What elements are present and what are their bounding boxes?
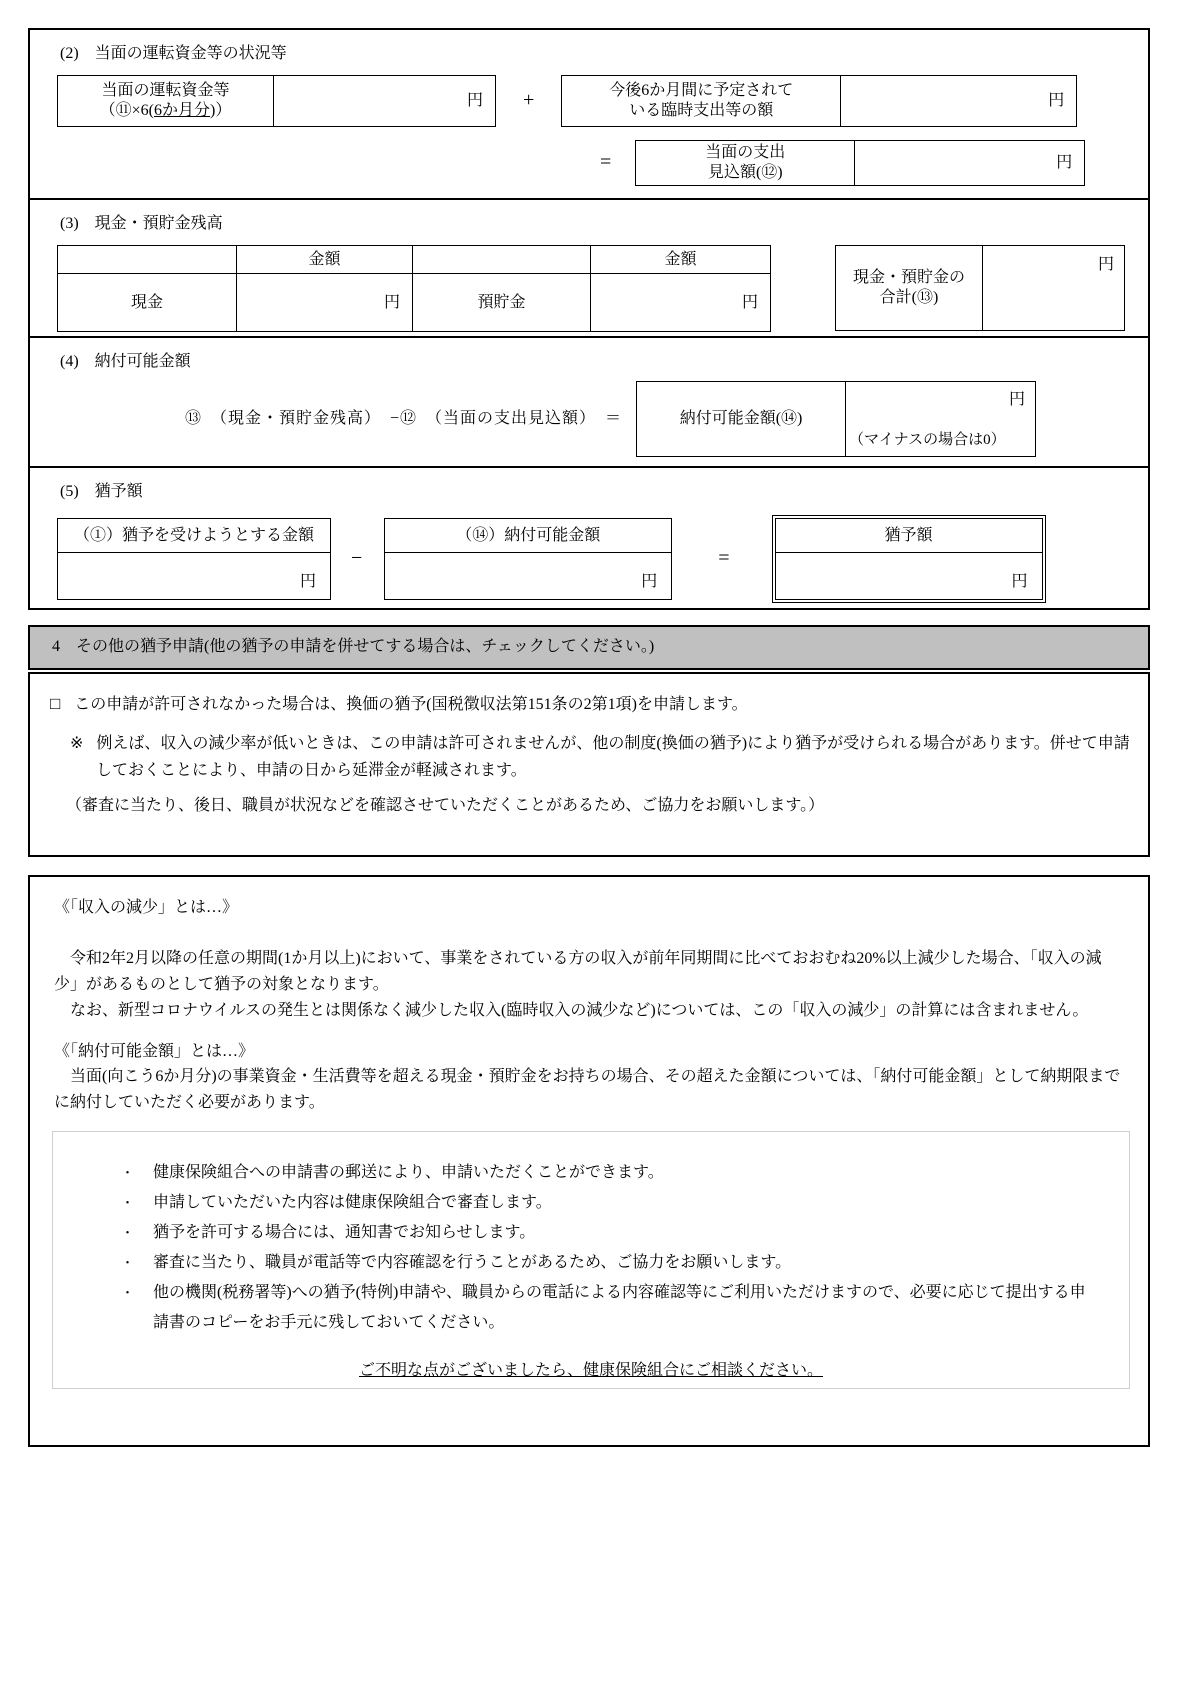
section-2-row-2 xyxy=(600,140,1148,186)
bullet-marker: ・ xyxy=(121,1194,135,1210)
bullet-marker: ・ xyxy=(121,1224,135,1240)
section-3-cash-deposits xyxy=(30,200,1148,338)
procedure-notes-list xyxy=(53,1158,1129,1338)
list-item-text: 申請していただいた内容は健康保険組合で審査します。 xyxy=(153,1193,552,1211)
list-item-text: 審査に当たり、職員が電話等で内容確認を行うことがあるため、ご協力をお願いします。 xyxy=(153,1253,792,1271)
contact-note xyxy=(53,1360,1129,1382)
section-5-title: (5) 猶予額 xyxy=(60,483,143,500)
section-5-deferment-amount xyxy=(30,468,1148,608)
section-2-working-funds xyxy=(30,30,1148,200)
section-3-row xyxy=(57,245,1148,332)
yen-unit-label: 円 xyxy=(383,293,400,311)
yen-unit-label: 円 xyxy=(641,573,658,590)
list-item xyxy=(53,1158,1099,1188)
payable-amount-label: 納付可能金額(⑭) xyxy=(679,409,803,427)
exchange-deferment-label: この申請が許可されなかった場合は、換価の猶予(国税徴収法第151条の2第1項)を申請します。 xyxy=(74,696,748,713)
section-2-row-1 xyxy=(57,75,1148,127)
expected-expenses-label-line2: 見込額(⑫) xyxy=(707,164,783,182)
yen-unit-label: 円 xyxy=(1011,573,1028,590)
operating-funds-label xyxy=(58,76,273,126)
income-decrease-paragraph-2: なお、新型コロナウイルスの発生とは関係なく減少した収入(臨時収入の減少など)については、この「収入の減少」の計算には含まれません。 xyxy=(54,1002,1089,1020)
income-decrease-heading: 《「収入の減少」とは…》 xyxy=(54,899,239,916)
operating-funds-box xyxy=(57,75,496,127)
bullet-marker: ・ xyxy=(121,1284,135,1300)
list-item-text: 他の機関(税務署等)への猶予(特例)申請や、職員からの電話による内容確認等にご利用いただけますので、必要に応じて提出する申請書のコピーをお手元に残しておいてください。 xyxy=(153,1283,1086,1331)
income-decrease-paragraph-1: 令和2年2月以降の任意の期間(1か月以上)において、事業をされている方の収入が前年同期間に比べておおむね20%以上減少した場合、「収入の減少」があるものとして猶予の対象となります。 xyxy=(54,950,1102,994)
minus-operator: − xyxy=(351,547,363,570)
contact-note-text: ご不明な点がございましたら、健康保険組合にご相談ください。 xyxy=(358,1361,823,1379)
amount-column-header: 金額 xyxy=(590,246,770,274)
payable-amount-ref-box xyxy=(384,518,672,600)
section-4-row xyxy=(185,381,1148,457)
other-deferment-header-text: 4 その他の猶予申請(他の猶予の申請を併せてする場合は、チェックしてください。) xyxy=(52,638,655,656)
payable-amount-heading: 《「納付可能金額」とは…》 xyxy=(54,1043,255,1061)
operating-funds-amount-field[interactable] xyxy=(273,76,495,126)
empty-header-cell xyxy=(412,246,590,274)
payable-amount-ref-label: （⑭）納付可能金額 xyxy=(385,519,671,553)
payable-amount-formula: ⑬ （現金・預貯金残高） −⑫ （当面の支出見込額） ＝ xyxy=(185,410,623,428)
payable-amount-ref-field[interactable] xyxy=(385,553,671,599)
expected-expenses-label xyxy=(636,141,854,185)
temporary-expenses-label-line1: 今後6か月間に予定されて xyxy=(609,81,794,99)
list-item-text: 猶予を許可する場合には、通知書でお知らせします。 xyxy=(153,1223,536,1241)
empty-header-cell xyxy=(58,246,236,274)
deferment-amount-label: 猶予額 xyxy=(776,519,1042,553)
other-deferment-box xyxy=(28,672,1150,857)
yen-unit-label: 円 xyxy=(299,573,316,590)
section-3-title: (3) 現金・預貯金残高 xyxy=(60,215,223,232)
label-suffix: )） xyxy=(210,102,232,120)
cash-deposit-total-label xyxy=(836,246,982,330)
yen-unit-label: 円 xyxy=(1097,256,1114,274)
payable-amount-box xyxy=(636,381,1036,457)
negative-zero-note: （マイナスの場合は0） xyxy=(849,432,1006,449)
requested-amount-box xyxy=(57,518,331,600)
temporary-expenses-box xyxy=(561,75,1077,127)
yen-unit-label: 円 xyxy=(1048,92,1065,110)
bullet-marker: ・ xyxy=(121,1254,135,1270)
total-label-line1: 現金・預貯金の xyxy=(852,268,965,286)
reference-note xyxy=(50,731,1130,784)
deferment-amount-field[interactable] xyxy=(776,553,1042,599)
list-item xyxy=(53,1218,1099,1248)
temporary-expenses-label xyxy=(562,76,840,126)
guidance-box xyxy=(28,875,1150,1447)
plus-operator: + xyxy=(523,89,535,112)
list-item-text: 健康保険組合への申請書の郵送により、申請いただくことができます。 xyxy=(153,1163,664,1181)
section-4-title: (4) 納付可能金額 xyxy=(60,353,191,370)
deferment-amount-box xyxy=(772,515,1046,603)
cash-deposit-total-box xyxy=(835,245,1125,331)
bullet-marker: ・ xyxy=(121,1164,135,1180)
deposit-amount-field[interactable] xyxy=(590,274,770,331)
reference-note-marker: ※ xyxy=(70,735,84,753)
requested-amount-field[interactable] xyxy=(58,553,330,599)
cash-row-label: 現金 xyxy=(130,293,163,311)
expected-expenses-box xyxy=(635,140,1085,186)
section-4-payable-amount xyxy=(30,338,1148,468)
operating-funds-label-line2 xyxy=(100,101,232,122)
section-5-row xyxy=(57,515,1148,603)
payable-amount-paragraph: 当面(向こう6か月分)の事業資金・生活費等を超える現金・預貯金をお持ちの場合、その超えた金額については、「納付可能金額」として納期限までに納付していただく必要があります。 xyxy=(54,1067,1121,1111)
list-item xyxy=(53,1248,1099,1278)
cash-deposit-table xyxy=(57,245,771,332)
cash-deposit-total-field[interactable] xyxy=(982,246,1124,330)
reference-note-text: 例えば、収入の減少率が低いときは、この申請は許可されませんが、他の制度(換価の猶予)により猶予が受けられる場合があります。併せて申請しておくことにより、申請の日から延滞金が軽減されます。 xyxy=(96,735,1130,779)
yen-unit-label: 円 xyxy=(1056,154,1073,172)
total-label-line2: 合計(⑬) xyxy=(879,289,939,307)
list-item xyxy=(53,1188,1099,1218)
payable-amount-field[interactable] xyxy=(845,382,1035,456)
exchange-deferment-row xyxy=(50,692,1130,716)
section-2-title: (2) 当面の運転資金等の状況等 xyxy=(60,45,287,62)
equals-operator: = xyxy=(718,547,730,570)
label-prefix: （⑪×6( xyxy=(99,102,154,120)
equals-operator: = xyxy=(600,151,612,174)
operating-funds-label-line1: 当面の運転資金等 xyxy=(101,81,230,99)
cash-amount-field[interactable] xyxy=(236,274,412,331)
worksheet-frame xyxy=(28,28,1150,610)
list-item xyxy=(53,1278,1099,1338)
yen-unit-label: 円 xyxy=(466,92,483,110)
expected-expenses-amount-field[interactable] xyxy=(854,141,1084,185)
exchange-deferment-checkbox[interactable]: □ xyxy=(50,694,61,713)
other-deferment-header-bar xyxy=(28,625,1150,670)
procedure-notes-box xyxy=(52,1131,1130,1389)
yen-unit-label: 円 xyxy=(741,293,758,311)
deposit-row-label: 預貯金 xyxy=(412,274,590,331)
amount-column-header: 金額 xyxy=(236,246,412,274)
cooperation-note: （審査に当たり、後日、職員が状況などを確認させていただくことがあるため、ご協力をお願いします。） xyxy=(66,797,825,815)
requested-amount-label: （①）猶予を受けようとする金額 xyxy=(58,519,330,553)
label-underlined-part: 6か月分 xyxy=(154,102,211,120)
temporary-expenses-amount-field[interactable] xyxy=(840,76,1076,126)
temporary-expenses-label-line2: いる臨時支出等の額 xyxy=(629,102,774,120)
expected-expenses-label-line1: 当面の支出 xyxy=(705,143,786,161)
yen-unit-label: 円 xyxy=(1009,391,1026,409)
